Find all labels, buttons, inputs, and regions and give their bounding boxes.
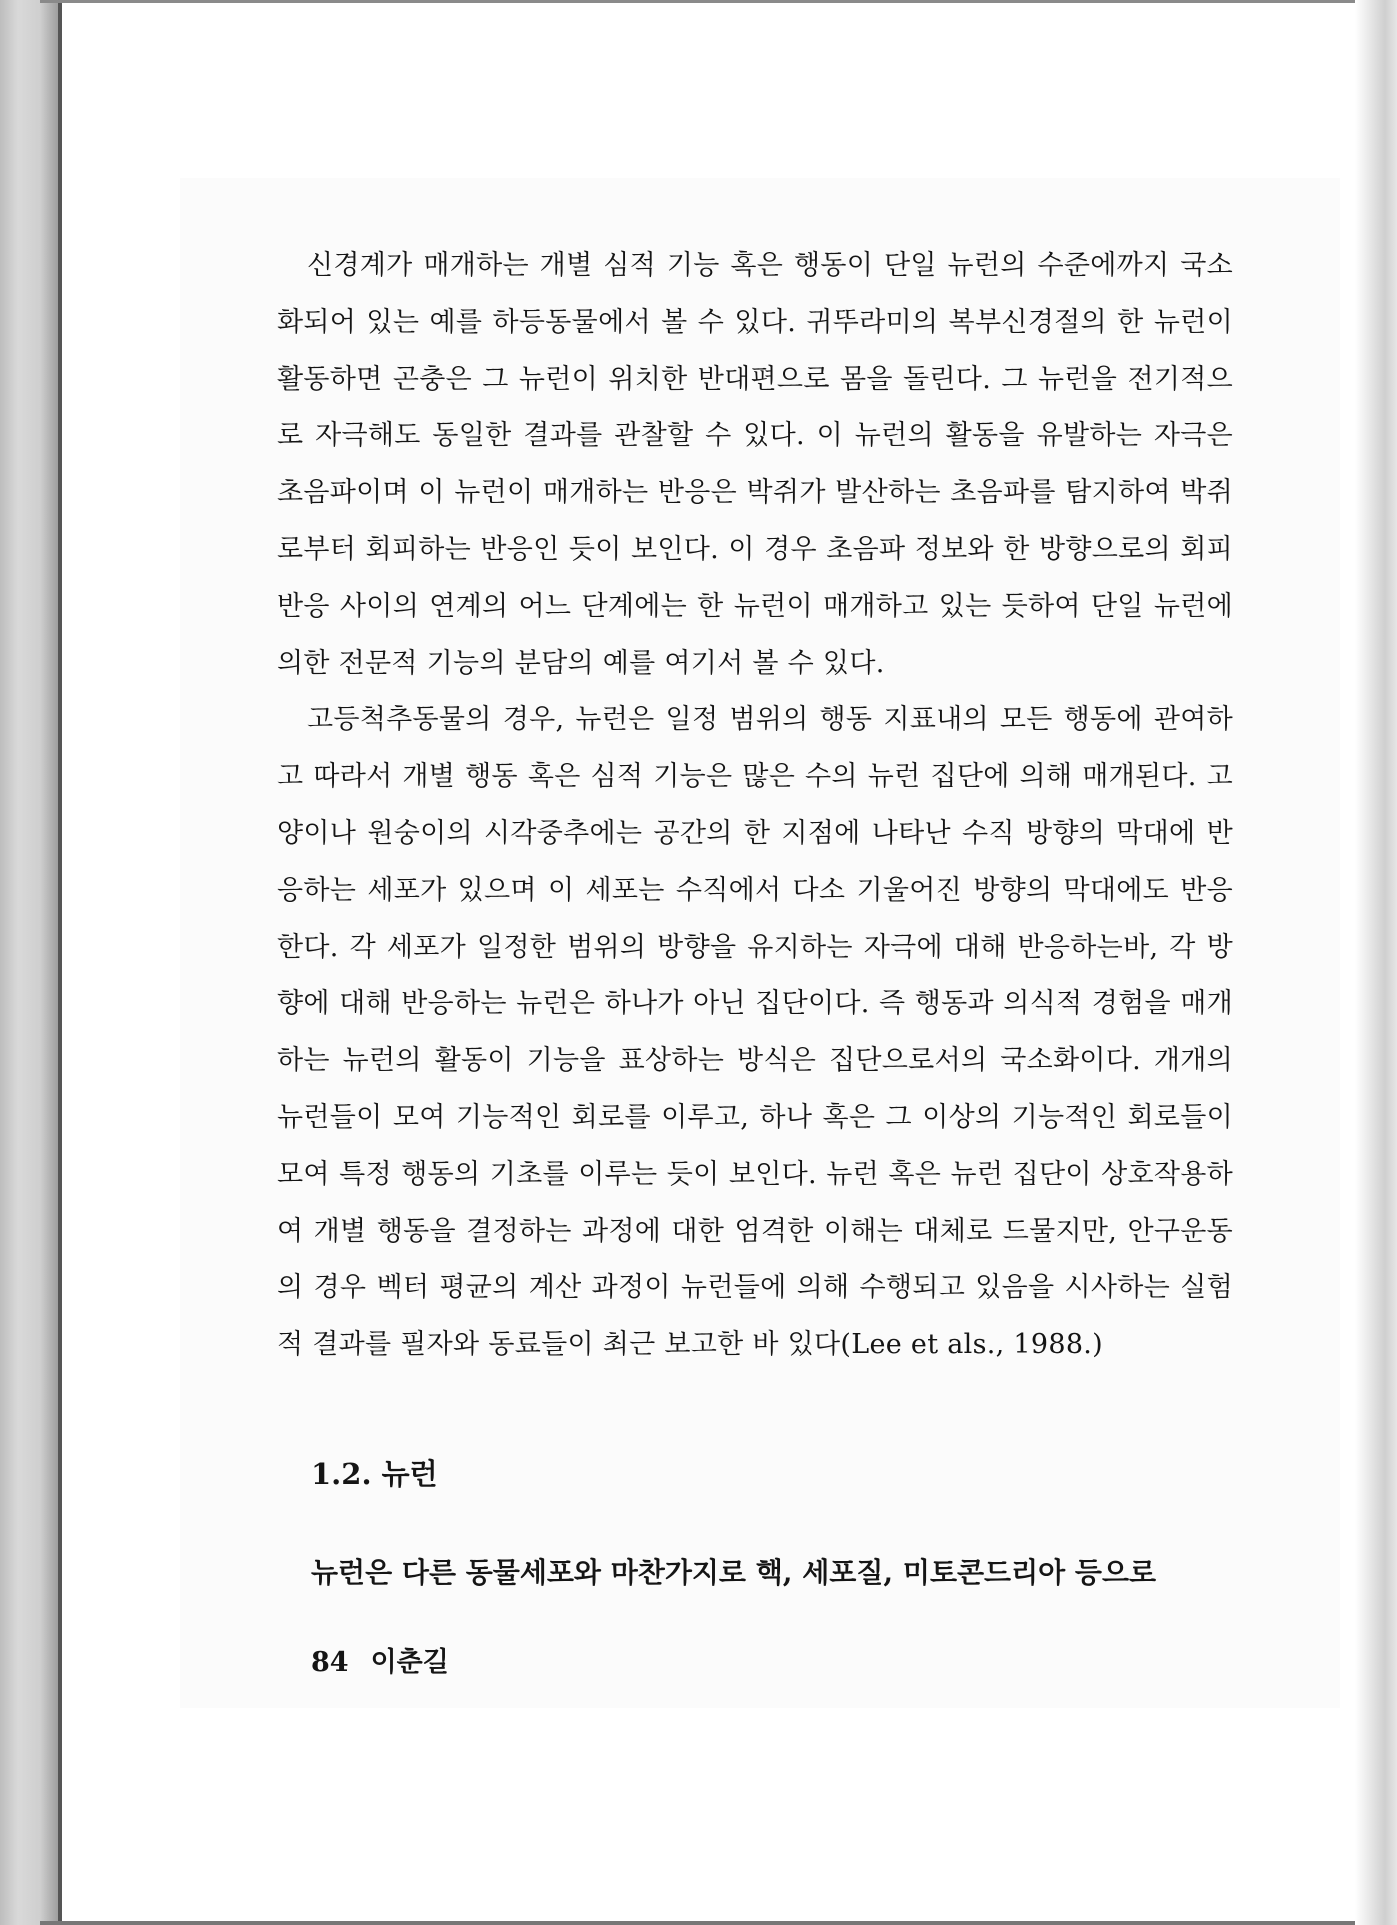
paragraph-2: 고등척추동물의 경우, 뉴런은 일정 범위의 행동 지표내의 모든 행동에 관여하고 따라서 개별 행동 혹은 심적 기능은 많은 수의 뉴런 집단에 의해 매개된다. 고양이나 원숭이의 시각중추에는 공간의 한 지점에 나타난 수직 방향의 막대에 반응하는 세포가 있으며 이 세포는 수직에서 다소 기울어진 방향의 막대에도 반응한다. 각 세포가 일정한 범위의 방향을 유지하는 자극에 대해 반응하는바, 각 방향에 대해 반응하는 뉴런은 하나가 아닌 집단이다. 즉 행동과 의식적 경험을 매개하는 뉴런의 활동이 기능을 표상하는 방식은 집단으로서의 국소화이다. 개개의 뉴런들이 모여 기능적인 회로를 이루고, 하나 혹은 그 이상의 기능적인 회로들이 모여 특정 행동의 기초를 이루는 듯이 보인다. 뉴런 혹은 뉴런 집단이 상호작용하여 개별 행동을 결정하는 과정에 대한 엄격한 이해는 대체로 드물지만, 안구운동의 경우 벡터 평균의 계산 과정이 뉴런들에 의해 수행되고 있음을 시사하는 실험적 결과를 필자와 동료들이 최근 보고한 바 있다(Lee et als., 1988.)	[277, 704, 1233, 1361]
lead-sentence: 뉴런은 다른 동물세포와 마찬가지로 핵, 세포질, 미토콘드리아 등으로	[311, 1556, 1157, 1589]
page-curl-shadow	[1355, 0, 1397, 1925]
book-spine	[0, 0, 62, 1925]
page-footer	[311, 1640, 449, 1679]
body-text	[277, 238, 1233, 1374]
page-number: 84	[311, 1647, 349, 1678]
page-top-edge	[40, 0, 1370, 3]
paragraph-1: 신경계가 매개하는 개별 심적 기능 혹은 행동이 단일 뉴런의 수준에까지 국소화되어 있는 예를 하등동물에서 볼 수 있다. 귀뚜라미의 복부신경절의 한 뉴런이 활동하면 곤충은 그 뉴런이 위치한 반대편으로 몸을 돌린다. 그 뉴런을 전기적으로 자극해도 동일한 결과를 관찰할 수 있다. 이 뉴런의 활동을 유발하는 자극은 초음파이며 이 뉴런이 매개하는 반응은 박쥐가 발산하는 초음파를 탐지하여 박쥐로부터 회피하는 반응인 듯이 보인다. 이 경우 초음파 정보와 한 방향으로의 회피 반응 사이의 연계의 어느 단계에는 한 뉴런이 매개하고 있는 듯하여 단일 뉴런에 의한 전문적 기능의 분담의 예를 여기서 볼 수 있다.	[277, 250, 1233, 679]
page-bottom-edge	[40, 1921, 1370, 1925]
author-name: 이춘길	[370, 1647, 449, 1678]
spine-edge-line	[58, 0, 62, 1925]
section-heading: 1.2. 뉴런	[311, 1457, 438, 1491]
